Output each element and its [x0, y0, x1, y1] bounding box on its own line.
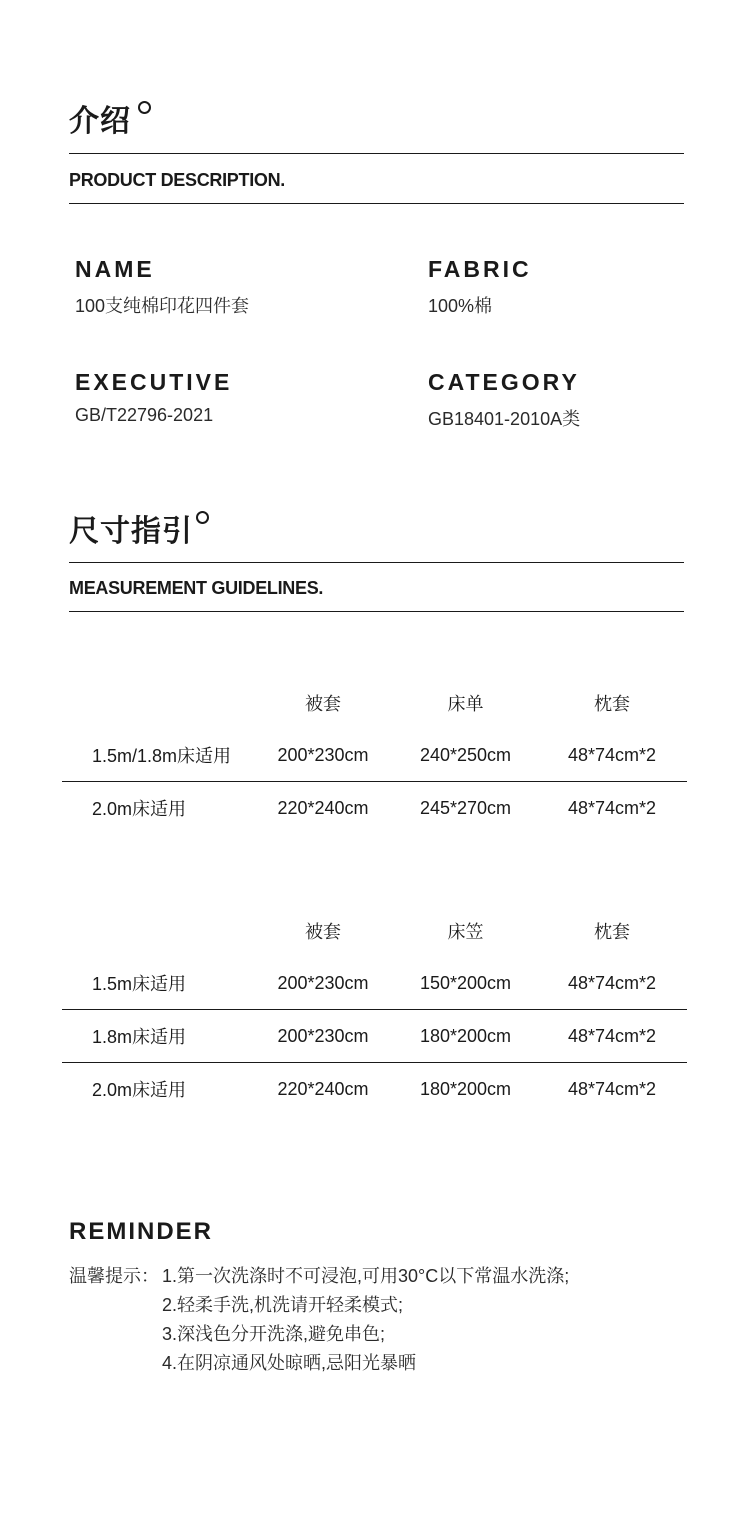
table-row [62, 1063, 687, 1116]
reminder-title: REMINDER [69, 1218, 214, 1245]
intro-subtitle: PRODUCT DESCRIPTION. [69, 170, 286, 190]
degree-circle-icon [138, 101, 151, 114]
spec-label-name: NAME [75, 256, 155, 282]
table-cell: 220*240cm [277, 797, 369, 818]
reminder-item: 4.在阴凉通风处晾晒,忌阳光暴晒 [162, 1353, 417, 1373]
table-cell: 1.5m床适用 [62, 957, 252, 1010]
table-header-cell: 床单 [447, 694, 484, 714]
table-cell: 48*74cm*2 [537, 1010, 687, 1063]
divider [69, 562, 684, 563]
table-cell: 48*74cm*2 [567, 1078, 657, 1099]
table-row [62, 957, 687, 1010]
spec-label-fabric: FABRIC [428, 256, 532, 282]
table-header-cell: 被套 [305, 694, 341, 714]
spec-value-category: GB18401-2010A类 [428, 409, 581, 429]
table-header-row [62, 905, 687, 957]
table-cell: 1.8m床适用 [62, 1010, 252, 1063]
table-row [62, 782, 687, 835]
spec-value-fabric: 100%棉 [428, 296, 493, 316]
size-table-2 [62, 905, 687, 1115]
size-table-1 [62, 677, 687, 834]
divider [69, 611, 684, 612]
degree-circle-icon [196, 511, 209, 524]
divider [69, 153, 684, 154]
table-cell: 245*270cm [419, 797, 512, 818]
spec-value-executive: GB/T22796-2021 [75, 405, 214, 425]
table-cell: 2.0m床适用 [92, 799, 187, 819]
table-header-row [62, 677, 687, 729]
table-cell: 200*230cm [252, 1010, 394, 1063]
reminder-list [162, 1262, 569, 1378]
size-title: 尺寸指引 [69, 515, 193, 548]
table-cell: 1.5m/1.8m床适用 [62, 729, 252, 782]
reminder-item: 3.深浅色分开洗涤,避免串色; [162, 1324, 386, 1344]
divider [69, 203, 684, 204]
table-cell: 220*240cm [277, 1078, 369, 1099]
reminder-item: 1.第一次洗涤时不可浸泡,可用30°C以下常温水洗涤; [162, 1266, 570, 1286]
table-cell: 48*74cm*2 [537, 957, 687, 1010]
table-header-cell [62, 677, 252, 729]
intro-title: 介绍 [69, 105, 131, 138]
spec-label-executive: EXECUTIVE [75, 369, 233, 395]
table-row [62, 1010, 687, 1063]
table-cell: 200*230cm [252, 729, 394, 782]
table-header-cell: 枕套 [594, 694, 630, 714]
table-cell: 48*74cm*2 [567, 797, 657, 818]
table-cell: 150*200cm [394, 957, 537, 1010]
table-cell: 48*74cm*2 [537, 729, 687, 782]
spec-label-category: CATEGORY [428, 369, 580, 395]
table-header-cell: 枕套 [594, 922, 630, 942]
table-cell: 200*230cm [252, 957, 394, 1010]
table-header-cell [62, 905, 252, 957]
table-cell: 180*200cm [394, 1010, 537, 1063]
table-header-cell: 床笠 [447, 922, 484, 942]
reminder-prefix: 温馨提示： [69, 1266, 159, 1286]
table-cell: 240*250cm [394, 729, 537, 782]
table-cell: 2.0m床适用 [92, 1080, 187, 1100]
table-cell: 180*200cm [419, 1078, 512, 1099]
table-row [62, 729, 687, 782]
spec-value-name: 100支纯棉印花四件套 [75, 296, 250, 316]
size-subtitle: MEASUREMENT GUIDELINES. [69, 578, 324, 598]
table-header-cell: 被套 [305, 922, 341, 942]
reminder-item: 2.轻柔手洗,机洗请开轻柔模式; [162, 1295, 404, 1315]
